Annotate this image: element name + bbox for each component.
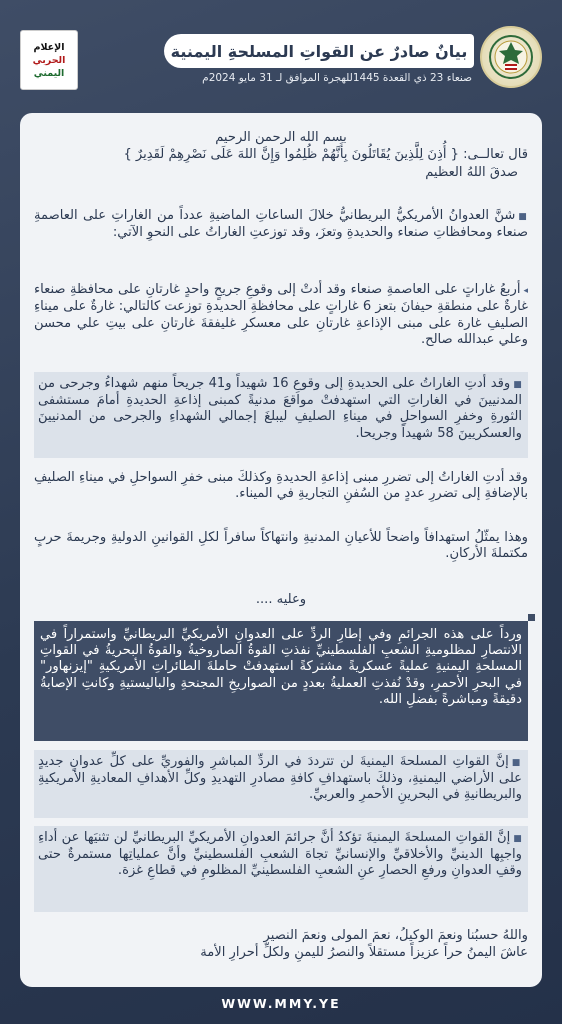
paragraph-text: أربعُ غاراتٍ على العاصمةِ صنعاء وقد أدتْ إلى وقوعِ جريحٍ واحدٍ غارتانِ على محافظةِ صنعاء غارةٌ على منطقةِ حيفانَ بتعز 6 غاراتٍ على محافظةِ الحديدةِ توزعت كالتالي: غارةٌ على ميناءِ الصليفِ غارة على مبنى الإذاعةِ غارتانِ على معسكرِ غليفقةَ غارتانِ على بيتِ علي محسن وعلي عبدالله صالح. bbox=[34, 282, 528, 348]
media-logo-line-3: اليمني bbox=[33, 67, 65, 79]
armed-forces-emblem-icon bbox=[480, 26, 542, 88]
basmala: بسم الله الرحمن الرحيم bbox=[215, 130, 347, 145]
paragraph-casualties bbox=[34, 372, 528, 458]
paragraph-text: إنَّ القواتِ المسلحةَ اليمنيةَ لن تترددَ في الردِّ المباشرِ والفوريِّ على كلِّ عدوانٍ جديدٍ على الأراضي اليمنيةِ، وذلكَ باستهدافِ كافةِ مصادرِ التهديدِ وكلِّ الأهدافِ المعاديةِ الأمريكيةِ والبريطانيةِ في البحرينِ الأحمرِ والعربيِّ. bbox=[38, 754, 522, 803]
paragraph-raids-summary bbox=[34, 208, 528, 242]
date-line: صنعاء 23 ذي القعدة 1445للهجرة الموافق لـ 31 مايو 2024م bbox=[202, 72, 472, 84]
corner-mark bbox=[528, 614, 535, 621]
military-media-logo bbox=[20, 30, 78, 90]
paragraph-commitment bbox=[34, 826, 528, 912]
header bbox=[0, 0, 562, 108]
bullet-icon: ■ bbox=[511, 758, 523, 768]
verse-ending: صدقَ اللهُ العظيم bbox=[425, 165, 518, 180]
therefore-line: وعليه .... bbox=[255, 592, 307, 607]
bullet-icon: ■ bbox=[518, 212, 528, 222]
statement-title: بيانٌ صادرٌ عن القواتِ المسلحةِ اليمنية bbox=[170, 41, 468, 61]
footer-website-url: WWW.MMY.YE bbox=[221, 996, 341, 1011]
bullet-icon: ◂ bbox=[523, 286, 528, 296]
paragraph-retaliation: ورداً على هذه الجرائمِ وفي إطارِ الردِّ على العدوانِ الأمريكيِّ البريطانيِّ واستمراراً في الانتصارِ لمظلوميةِ الشعبِ الفلسطينيِّ نفذتِ القوةُ الصاروخيةُ والقوةُ البحريةُ في القواتِ المسلحةِ اليمنيةِ عمليةً عسكريةً مشتركةً استهدفتْ حاملةَ الطائراتِ الأمريكيةِ "إيزنهاور" في البحرِ الأحمرِ، وقدْ نُفذتِ العمليةُ بعددٍ من الصواريخِ المجنحةِ والباليستيةِ وكانتِ الإصابةُ دقيقةً ومباشرةً بفضلِ الله. bbox=[34, 621, 528, 741]
paragraph-warning bbox=[34, 750, 528, 818]
closing-line-1: واللهُ حسبُنا ونعمَ الوكيلُ، نعمَ المولى ونعمَ النصير bbox=[263, 928, 528, 943]
paragraph-text: وقد أدتِ الغاراتُ على الحديدةِ إلى وقوعِ 16 شهيداً و41 جريحاً منهم شهداءُ وجرحى من المدنيينَ في الغاراتِ التي استهدفتْ مواقعَ مدنيةً كمبنى إذاعةِ الحديدةِ أمامَ مستشفى الثورةِ وخفرِ السواحلِ في ميناءِ الصليفِ ليبلغَ إجمالي الشهداءِ والجرحى من المدنيينَ والعسكريينَ 58 شهيداً وجريحا. bbox=[38, 376, 522, 441]
paragraph-violation: وهذا يمثّلُ استهدافاً واضحاً للأعيانِ المدنيةِ وانتهاكاً سافراً لكلِ القوانينِ الدوليةِ وجريمةَ حربٍ مكتملةَ الأركانِ. bbox=[34, 530, 528, 562]
bullet-icon: ■ bbox=[513, 380, 522, 390]
media-logo-line-1: الإعلام bbox=[33, 41, 65, 53]
bullet-icon: ■ bbox=[513, 834, 522, 844]
closing-line-2: عاشَ اليمنُ حراً عزيزاً مستقلاً والنصرُ لليمنِ ولكلِّ أحرارِ الأمة bbox=[200, 945, 528, 960]
paragraph-text: إنَّ القواتِ المسلحةَ اليمنيةَ تؤكدُ أنَّ جرائمَ العدوانِ الأمريكيِّ البريطانيِّ لن تثنيَها عن أداءِ واجبِها الدينيِّ والأخلاقيِّ والإنسانيِّ تجاهَ الشعبِ الفلسطينيِّ وأنَّ عملياتِها مستمرةٌ حتى وقفِ العدوانِ ورفعِ الحصارِ عنِ الشعبِ الفلسطينيِّ المظلومِ في قطاعِ غزة. bbox=[38, 830, 522, 879]
paragraph-raids-details bbox=[34, 282, 528, 349]
title-bar bbox=[164, 34, 474, 68]
media-logo-line-2: الحربي bbox=[32, 54, 66, 66]
paragraph-text: شنَّ العدوانُ الأمريكيُّ البريطانيُّ خلالَ الساعاتِ الماضيةِ عدداً من الغاراتِ على العاصمةِ صنعاء ومحافظاتِ صنعاء والحديدةِ وتعزَ، وقد توزعتِ الغاراتُ على النحوِ الآتي: bbox=[34, 208, 528, 241]
quran-verse: قال تعالــى: { أُذِنَ لِلَّذِينَ يُقَاتَلُونَ بِأَنَّهُمْ ظُلِمُوا وَإِنَّ اللهَ عَلَى نَصْرِهِمْ لَقَدِيرٌ } bbox=[123, 147, 528, 162]
paragraph-damage: وقد أدتِ الغاراتُ إلى تضررِ مبنى إذاعةِ الحديدةِ وكذلكَ مبنى خفرِ السواحلِ في ميناءِ الصليفِ بالإضافةِ إلى تضررِ عددٍ من السُفنِ التجاريةِ في الميناء. bbox=[34, 470, 528, 502]
